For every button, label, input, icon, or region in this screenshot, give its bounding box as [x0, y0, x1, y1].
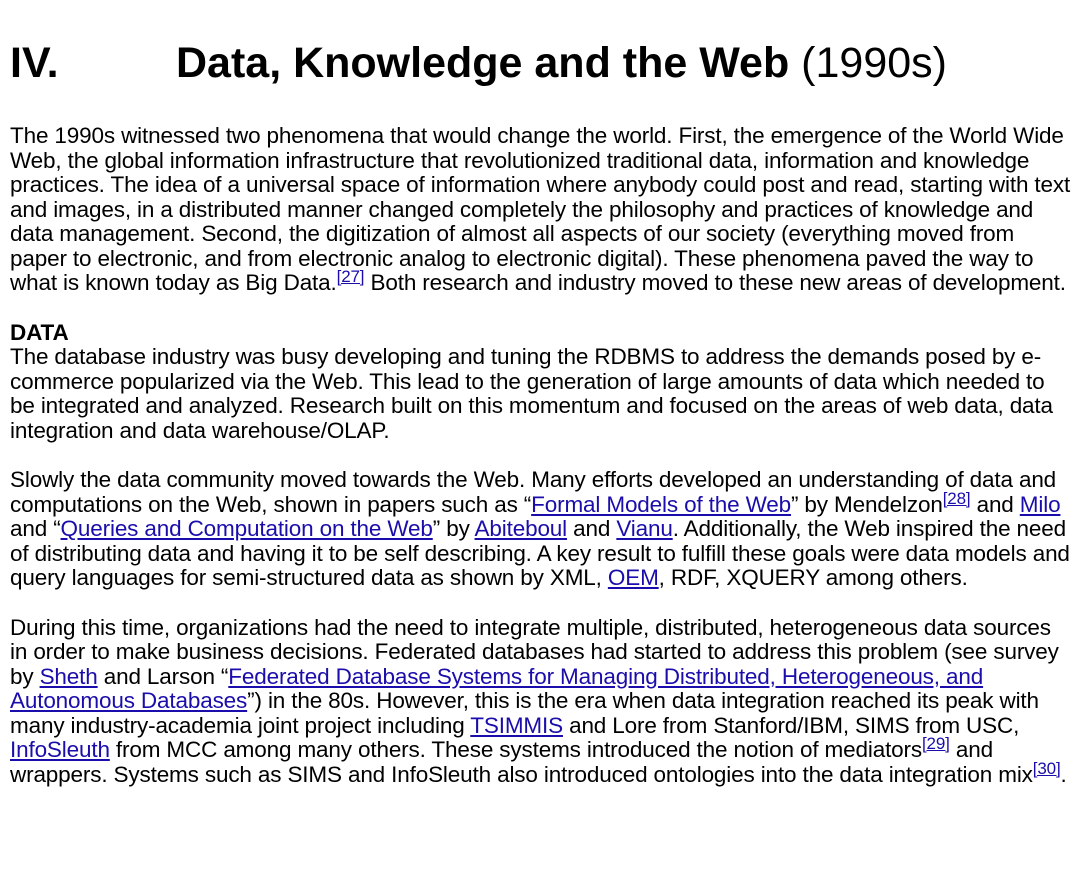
queries-computation-link[interactable]: Queries and Computation on the Web — [60, 516, 433, 541]
vianu-link[interactable]: Vianu — [616, 516, 673, 541]
text-run: During this time, organizations had the need to integrate multiple, distributed, heterogeneous data sources in order to make business decisions. Federated databases had started to address this problem (see survey by — [10, 614, 1059, 689]
text-run: and Lore from Stanford/IBM, SIMS from USC, — [562, 712, 1020, 738]
formal-models-link[interactable]: Formal Models of the Web — [531, 491, 791, 517]
abiteboul-link[interactable]: Abiteboul — [474, 516, 568, 541]
tsimmis-link[interactable]: TSIMMIS — [470, 712, 563, 738]
article-body — [10, 124, 1074, 787]
text-run: and wrappers. Systems such as SIMS and InfoSleuth also introduced ontologies into the data integration mix — [10, 737, 1033, 787]
intro-paragraph — [10, 124, 1074, 296]
section-title: Data, Knowledge and the Web — [176, 38, 790, 87]
intro-text: The 1990s witnessed two phenomena that would change the world. First, the emergence of the World Wide Web, the global information infrastructure that revolutionized traditional data, information and knowledge practices. The idea of a universal space of information where anybody could post and read, starting with text and images, in a distributed manner changed completely the philosophy and practices of knowledge and data management. Second, the digitization of almost all aspects of our society (everything moved from paper to electronic, and from electronic analog to electronic digital). These phenomena paved the way to what is known today as Big Data. — [10, 123, 1071, 295]
data-paragraph-3 — [10, 616, 1074, 788]
text-run: and “ — [10, 516, 61, 541]
text-run: and — [567, 516, 617, 541]
citation-29-link[interactable]: [29] — [921, 734, 950, 753]
federated-db-link[interactable]: Federated Database Systems for Managing Distributed, Heterogeneous, and Autonomous Databases — [10, 663, 984, 713]
text-run: and Larson “ — [97, 663, 229, 689]
text-run: . Additionally, the Web inspired the need of distributing data and having it to be self describing. A key result to fulfill these goals were data models and query languages for semi-structured data as shown by XML, — [10, 516, 1070, 590]
sheth-link[interactable]: Sheth — [39, 663, 98, 689]
section-numeral: IV. — [10, 38, 59, 87]
text-run: ”) in the 80s. However, this is the era when data integration reached its peak with many industry-academia joint project including — [10, 688, 1039, 738]
infosleuth-link[interactable]: InfoSleuth — [10, 737, 110, 762]
text-run: from MCC among many others. These systems introduced the notion of mediators — [109, 737, 922, 762]
text-run: and — [970, 491, 1020, 517]
data-paragraph-1 — [10, 321, 1074, 444]
section-heading — [10, 37, 947, 89]
text-run: , RDF, XQUERY among others. — [658, 565, 968, 590]
text-run: Slowly the data community moved towards the Web. Many efforts developed an understanding of data and computations on the Web, shown in papers such as “ — [10, 467, 1057, 517]
intro-text-cont: Both research and industry moved to these new areas of development. — [364, 270, 1066, 295]
section-era: (1990s) — [801, 38, 947, 87]
data-paragraph-1-text: The database industry was busy developing and tuning the RDBMS to address the demands posed by e-commerce popularized via the Web. This lead to the generation of large amounts of data which needed to be integrated and analyzed. Research built on this momentum and focused on the areas of web data, data integration and data warehouse/OLAP. — [10, 344, 1053, 443]
citation-27-link[interactable]: [27] — [336, 267, 365, 286]
text-run: ” by Mendelzon — [790, 491, 943, 517]
milo-link[interactable]: Milo — [1019, 491, 1061, 517]
text-run: ” by — [432, 516, 475, 541]
data-paragraph-2 — [10, 468, 1074, 591]
data-section-label: DATA — [10, 319, 69, 345]
citation-28-link[interactable]: [28] — [942, 488, 971, 508]
text-run: . — [1060, 761, 1067, 787]
citation-30-link[interactable]: [30] — [1032, 758, 1061, 778]
oem-link[interactable]: OEM — [607, 565, 659, 590]
